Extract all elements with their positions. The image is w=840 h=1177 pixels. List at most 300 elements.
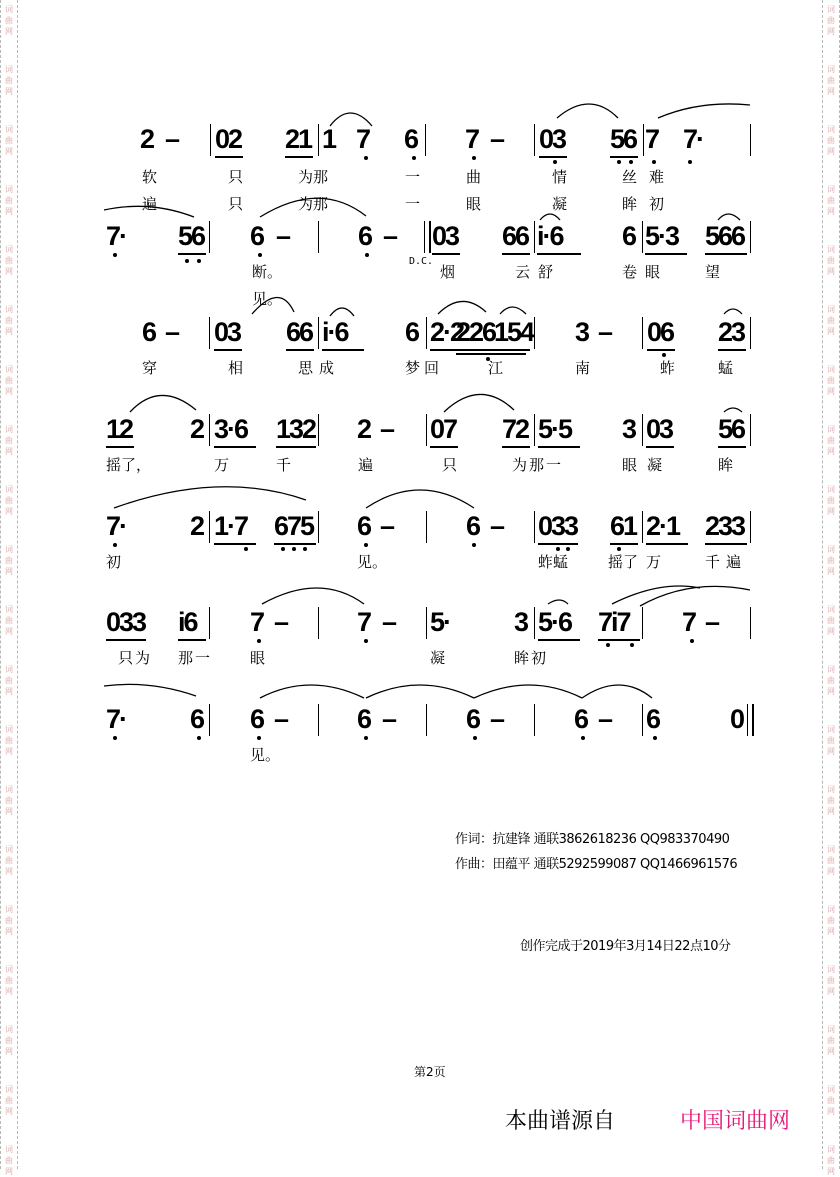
- source-label: 本曲谱源自: [505, 1109, 616, 1134]
- note: 7: [682, 607, 696, 637]
- score-row-7: [0, 700, 840, 800]
- barline: [642, 511, 643, 543]
- score-row-4: [0, 410, 840, 510]
- note: 7·: [106, 511, 127, 541]
- note: 6: [404, 124, 418, 154]
- octave-dot: [629, 160, 633, 164]
- note: 56: [718, 414, 745, 444]
- watermark-text: 词 曲 网: [5, 125, 13, 156]
- note: 6: [574, 704, 588, 734]
- octave-dot: [113, 543, 117, 547]
- barline: [425, 124, 426, 156]
- lyricist-credit: 作词：抗建锋 通联3862618236 QQ983370490: [455, 832, 730, 847]
- watermark-text: 词 曲 网: [827, 965, 835, 996]
- barline: [534, 511, 535, 543]
- lyric: 蚱: [660, 359, 676, 377]
- note: 5·6: [538, 607, 572, 637]
- underline: [705, 543, 747, 545]
- barline: [750, 414, 751, 446]
- octave-dot: [281, 547, 285, 551]
- lyric: 眸初: [622, 195, 677, 213]
- note: 2·1: [646, 511, 680, 541]
- composer-credit: 作曲：田蕴平 通联5292599087 QQ1466961576: [455, 857, 738, 872]
- note: 2: [190, 414, 204, 444]
- lyric: 千遍: [705, 553, 748, 571]
- octave-dot: [365, 253, 369, 257]
- octave-dot: [606, 643, 610, 647]
- watermark-text: 词 曲 网: [827, 425, 835, 456]
- lyric: 为那: [298, 195, 329, 213]
- lyric: 遍: [358, 456, 374, 474]
- barline: [426, 607, 427, 639]
- note: –: [598, 317, 612, 347]
- dc-marking: D.C.: [409, 256, 434, 267]
- note: 6: [190, 704, 204, 734]
- octave-dot: [303, 547, 307, 551]
- note: 6: [646, 704, 660, 734]
- barline: [209, 221, 210, 253]
- barline: [750, 607, 751, 639]
- underline: [322, 349, 364, 351]
- barline: [210, 124, 211, 156]
- watermark-text: 词 曲 网: [5, 5, 13, 36]
- barline: [209, 704, 210, 736]
- note: –: [382, 704, 396, 734]
- note: 226: [456, 317, 496, 347]
- barline: [534, 607, 535, 639]
- underline: [214, 349, 242, 351]
- watermark-text: 词 曲 网: [5, 1085, 13, 1116]
- lyric: 望: [705, 263, 721, 281]
- watermark-text: 词 曲 网: [5, 665, 13, 696]
- watermark-text: 词 曲 网: [827, 605, 835, 636]
- underline: [286, 349, 314, 351]
- note: –: [165, 317, 179, 347]
- underline: [705, 253, 747, 255]
- completion-date: 创作完成于2019年3月14日22点10分: [520, 939, 731, 954]
- octave-dot: [652, 160, 656, 164]
- lyric: 见。: [357, 553, 388, 571]
- lyric: 见。: [250, 746, 281, 764]
- octave-dot: [581, 736, 585, 740]
- lyric: 见。: [252, 290, 283, 308]
- barline: [642, 414, 643, 446]
- barline: [209, 511, 210, 543]
- note: 2: [190, 511, 204, 541]
- octave-dot: [292, 547, 296, 551]
- note: –: [490, 704, 504, 734]
- watermark-text: 词 曲 网: [827, 905, 835, 936]
- lyric: 相: [228, 359, 244, 377]
- watermark-text: 词 曲 网: [827, 65, 835, 96]
- note: 07: [430, 414, 457, 444]
- lyric: 为那一: [512, 456, 564, 474]
- watermark-text: 词 曲 网: [5, 185, 13, 216]
- underline: [215, 156, 243, 158]
- octave-dot: [197, 259, 201, 263]
- note: 7: [356, 124, 370, 154]
- note: 675: [274, 511, 314, 541]
- note: 3·6: [214, 414, 248, 444]
- note: 6: [250, 221, 264, 251]
- note: 2·2: [430, 317, 464, 347]
- note: 7: [357, 607, 371, 637]
- note: 61: [610, 511, 637, 541]
- lyric: 凝: [430, 649, 446, 667]
- underline: [214, 446, 256, 448]
- score-row-5: [0, 507, 840, 607]
- note: 3: [514, 607, 528, 637]
- note: 6: [622, 221, 636, 251]
- underline: [610, 156, 638, 158]
- lyric: 梦回: [405, 359, 444, 377]
- watermark-text: 词 曲 网: [827, 785, 835, 816]
- barline: [750, 124, 751, 156]
- slur: [557, 104, 618, 118]
- watermark-text: 词 曲 网: [5, 305, 13, 336]
- note: –: [274, 607, 288, 637]
- octave-dot: [412, 156, 416, 160]
- lyric: 万: [646, 553, 662, 571]
- note: 6: [405, 317, 419, 347]
- lyric: 眼: [466, 195, 482, 213]
- barline: [750, 317, 751, 349]
- score-row-6: [0, 603, 840, 703]
- barline: [534, 414, 535, 446]
- watermark-text: 词 曲 网: [5, 245, 13, 276]
- octave-dot: [553, 160, 557, 164]
- lyric: 江: [488, 359, 504, 377]
- watermark-text: 词 曲 网: [5, 485, 13, 516]
- underline: [645, 253, 687, 255]
- note: 6: [358, 221, 372, 251]
- barline: [318, 704, 319, 736]
- note: i·6: [537, 221, 563, 251]
- note: 6: [142, 317, 156, 347]
- watermark-text: 词 曲 网: [827, 725, 835, 756]
- note: 02: [215, 124, 242, 154]
- note: 5·3: [645, 221, 679, 251]
- lyric: 蜢: [718, 359, 734, 377]
- barline: [318, 607, 319, 639]
- note: 6: [466, 511, 480, 541]
- octave-dot: [364, 639, 368, 643]
- note: i·6: [322, 317, 348, 347]
- watermark-text: 词 曲 网: [827, 485, 835, 516]
- underline: [538, 639, 580, 641]
- watermark-text: 词 曲 网: [827, 1025, 835, 1056]
- lyric: 为那: [298, 168, 329, 186]
- barline: [534, 221, 535, 253]
- note: 66: [502, 221, 529, 251]
- note: –: [276, 221, 290, 251]
- underline: [610, 543, 638, 545]
- lyric: 曲: [466, 168, 482, 186]
- lyric: 眸初: [514, 649, 549, 667]
- note: 6: [250, 704, 264, 734]
- note: –: [383, 221, 397, 251]
- note: i6: [178, 607, 197, 637]
- note: 2: [357, 414, 371, 444]
- barline: [642, 221, 643, 253]
- lyric: 蚱蜢: [538, 553, 569, 571]
- octave-dot: [364, 736, 368, 740]
- note: –: [274, 704, 288, 734]
- note: –: [490, 511, 504, 541]
- lyric: 一: [405, 168, 421, 186]
- octave-dot: [185, 259, 189, 263]
- underline: [106, 446, 134, 448]
- note: 03: [432, 221, 459, 251]
- note: 6: [357, 704, 371, 734]
- underline: [430, 349, 530, 351]
- lyric: 摇了: [608, 553, 639, 571]
- note: –: [380, 414, 394, 444]
- lyric: 软: [142, 168, 158, 186]
- watermark-text: 词 曲 网: [5, 425, 13, 456]
- note: 3: [622, 414, 636, 444]
- underline: [456, 353, 526, 355]
- underline: [537, 253, 581, 255]
- watermark-text: 词 曲 网: [827, 305, 835, 336]
- note: 132: [276, 414, 316, 444]
- underline: [502, 253, 530, 255]
- watermark-text: 词 曲 网: [827, 5, 835, 36]
- lyric: 穿: [142, 359, 158, 377]
- note: 0: [730, 704, 744, 734]
- lyric: 断。: [252, 263, 283, 281]
- octave-dot: [244, 547, 248, 551]
- barline: [426, 511, 427, 543]
- underline: [430, 446, 458, 448]
- watermark-text: 词 曲 网: [5, 545, 13, 576]
- barline: [209, 607, 210, 639]
- octave-dot: [473, 736, 477, 740]
- underline: [274, 543, 316, 545]
- barline: [534, 124, 535, 156]
- lyric: 千: [276, 456, 292, 474]
- watermark-text: 词 曲 网: [5, 1025, 13, 1056]
- watermark-text: 词 曲 网: [827, 545, 835, 576]
- octave-dot: [257, 736, 261, 740]
- note: 72: [502, 414, 529, 444]
- lyric: 只: [442, 456, 458, 474]
- note: 6: [466, 704, 480, 734]
- octave-dot: [566, 547, 570, 551]
- barline: [426, 317, 427, 349]
- score-row-2: [0, 217, 840, 317]
- lyric: 眸: [718, 456, 734, 474]
- note: 21: [285, 124, 312, 154]
- score-row-3: [0, 313, 840, 413]
- underline: [646, 543, 688, 545]
- underline: [178, 253, 206, 255]
- lyric: 卷眼: [622, 263, 669, 281]
- lyric: 烟: [440, 263, 456, 281]
- lyric: 眼凝: [622, 456, 673, 474]
- note: 566: [705, 221, 745, 251]
- underline: [718, 349, 746, 351]
- octave-dot: [630, 643, 634, 647]
- note: 6: [357, 511, 371, 541]
- watermark-text: 词 曲 网: [827, 845, 835, 876]
- note: 033: [106, 607, 146, 637]
- octave-dot: [662, 353, 666, 357]
- underline: [178, 639, 206, 641]
- repeat-barline: [424, 221, 431, 253]
- note: 56: [178, 221, 205, 251]
- watermark-text: 词 曲 网: [827, 665, 835, 696]
- barline: [642, 704, 643, 736]
- barline: [750, 221, 751, 253]
- underline: [502, 446, 530, 448]
- note: 7: [465, 124, 479, 154]
- barline: [750, 511, 751, 543]
- watermark-text: 词 曲 网: [827, 1145, 835, 1176]
- lyric: 云舒: [515, 263, 562, 281]
- underline: [106, 639, 146, 641]
- barline: [642, 607, 643, 639]
- watermark-text: 词 曲 网: [5, 365, 13, 396]
- underline: [285, 156, 313, 158]
- octave-dot: [257, 639, 261, 643]
- underline: [598, 639, 640, 641]
- note: –: [380, 511, 394, 541]
- barline: [318, 414, 319, 446]
- note: 233: [705, 511, 745, 541]
- lyric: 一: [405, 195, 421, 213]
- underline: [539, 156, 567, 158]
- octave-dot: [472, 156, 476, 160]
- octave-dot: [617, 160, 621, 164]
- underline: [538, 446, 580, 448]
- watermark-text: 词 曲 网: [827, 365, 835, 396]
- score-row-1: [0, 120, 840, 220]
- note: 12: [106, 414, 133, 444]
- note: –: [382, 607, 396, 637]
- watermark-text: 词 曲 网: [5, 785, 13, 816]
- underline: [718, 446, 746, 448]
- watermark-text: 词 曲 网: [5, 965, 13, 996]
- lyric: 眼: [250, 649, 266, 667]
- octave-dot: [258, 253, 262, 257]
- lyric: 万: [214, 456, 230, 474]
- lyric: 凝: [552, 195, 568, 213]
- lyric: 南: [575, 359, 591, 377]
- note: 3: [575, 317, 589, 347]
- note: 2: [140, 124, 154, 154]
- note: 23: [718, 317, 745, 347]
- note: 033: [538, 511, 578, 541]
- note: 56: [610, 124, 637, 154]
- note: 06: [647, 317, 674, 347]
- watermark-text: 词 曲 网: [5, 905, 13, 936]
- octave-dot: [653, 736, 657, 740]
- octave-dot: [556, 547, 560, 551]
- note: –: [598, 704, 612, 734]
- note: 03: [539, 124, 566, 154]
- watermark-text: 词 曲 网: [827, 125, 835, 156]
- note: 5·5: [538, 414, 572, 444]
- lyric: 丝难: [622, 168, 677, 186]
- note: 7: [250, 607, 264, 637]
- note: –: [165, 124, 179, 154]
- note: 03: [646, 414, 673, 444]
- note: 1: [322, 124, 336, 154]
- barline: [318, 511, 319, 543]
- lyric: 思成: [298, 359, 341, 377]
- watermark-text: 词 曲 网: [5, 1145, 13, 1176]
- note: 5·: [430, 607, 451, 637]
- note: –: [705, 607, 719, 637]
- lyric: 那一: [178, 649, 213, 667]
- note: 7·: [106, 221, 127, 251]
- note: 1·7: [214, 511, 248, 541]
- octave-dot: [617, 547, 621, 551]
- page-number: 第2页: [414, 1065, 446, 1079]
- underline: [276, 446, 316, 448]
- watermark-text: 词 曲 网: [5, 725, 13, 756]
- barline: [643, 124, 644, 156]
- barline: [642, 317, 643, 349]
- octave-dot: [690, 639, 694, 643]
- underline: [646, 446, 674, 448]
- barline: [318, 221, 319, 253]
- barline: [318, 124, 319, 156]
- note: 7i7: [598, 607, 630, 637]
- barline: [534, 317, 535, 349]
- lyric: 只为: [118, 649, 153, 667]
- octave-dot: [688, 160, 692, 164]
- watermark-text: 词 曲 网: [827, 1085, 835, 1116]
- octave-dot: [364, 543, 368, 547]
- octave-dot: [113, 253, 117, 257]
- watermark-text: 词 曲 网: [5, 605, 13, 636]
- barline: [318, 317, 319, 349]
- watermark-text: 词 曲 网: [5, 65, 13, 96]
- octave-dot: [197, 736, 201, 740]
- lyric: 只: [228, 168, 244, 186]
- octave-dot: [472, 543, 476, 547]
- watermark-text: 词 曲 网: [827, 245, 835, 276]
- note: 03: [214, 317, 241, 347]
- note: 66: [286, 317, 313, 347]
- note: 7·: [106, 704, 127, 734]
- barline: [209, 414, 210, 446]
- source-site-link[interactable]: 中国词曲网: [680, 1109, 791, 1134]
- note: –: [490, 124, 504, 154]
- watermark-text: 词 曲 网: [827, 185, 835, 216]
- slur: [658, 104, 750, 118]
- lyric: 只: [228, 195, 244, 213]
- final-barline: [747, 704, 754, 736]
- underline: [214, 543, 256, 545]
- lyric: 摇了，: [106, 456, 152, 474]
- lyric: 遍: [142, 195, 158, 213]
- octave-dot: [364, 156, 368, 160]
- barline: [209, 317, 210, 349]
- barline: [426, 414, 427, 446]
- barline: [534, 704, 535, 736]
- underline: [538, 543, 578, 545]
- underline: [647, 349, 675, 351]
- lyric: 初: [106, 553, 122, 571]
- barline: [426, 704, 427, 736]
- note: 7·: [683, 124, 704, 154]
- octave-dot: [113, 736, 117, 740]
- watermark-text: 词 曲 网: [5, 845, 13, 876]
- underline: [432, 253, 460, 255]
